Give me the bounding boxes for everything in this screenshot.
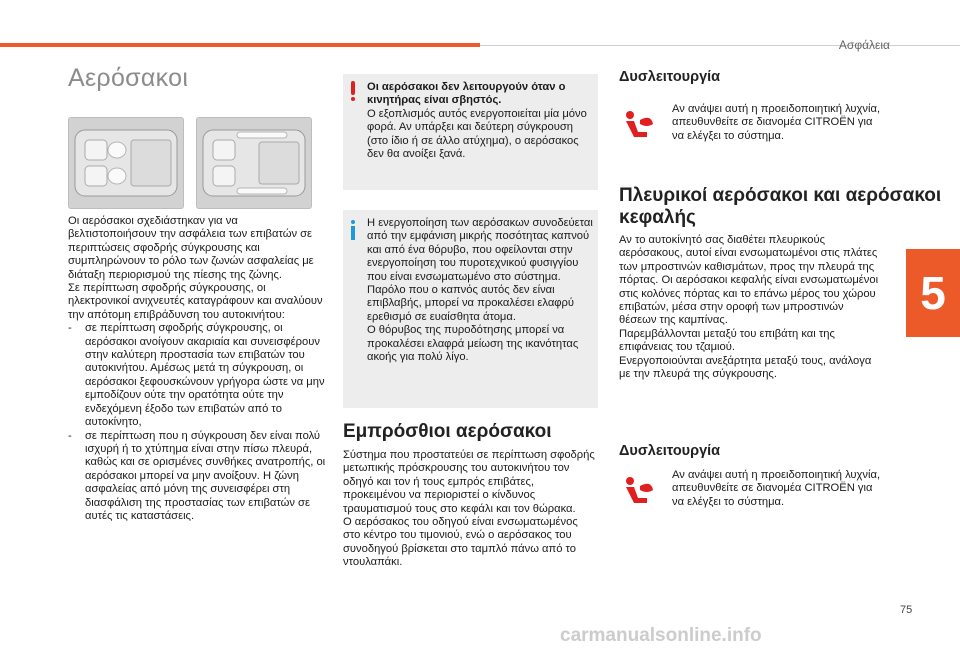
- side-paragraph: Παρεμβάλλονται μεταξύ του επιβάτη και της επιφάνειας του τζαμιού.: [619, 327, 835, 354]
- side-airbags-heading: Πλευρικοί αερόσακοι και αερόσακοι κεφαλής: [619, 185, 942, 228]
- info-paragraph: Παρόλο που ο καπνός αυτός δεν είναι επιβλαβής, μπορεί να προκαλέσει ελαφρύ ερεθισμό σε ευαίσθητα άτομα.: [367, 284, 575, 323]
- malfunction-text: Αν ανάψει αυτή η προειδοποιητική λυχνία, απευθυνθείτε σε διανομέα CITROËN για να ελέγξει το σύστημα.: [672, 103, 881, 142]
- car-topview-icon: [197, 118, 311, 208]
- info-box: [343, 210, 598, 408]
- airbag-warning-lamp-icon: [621, 474, 659, 508]
- car-airbag-illustration-front: [68, 117, 184, 209]
- side-airbags-text: [619, 234, 884, 381]
- header-accent-bar: [0, 43, 480, 47]
- front-airbags-text: [343, 449, 598, 570]
- chapter-tab: 5: [906, 249, 960, 337]
- intro-bullet: - σε περίπτωση σφοδρής σύγκρουσης, οι αερόσακοι ανοίγουν ακαριαία και συνεισφέρουν στην καλύτερη προστασία των επιβατών του αυτοκινήτου. Αμέσως μετά τη σύγκρουση, οι αερόσακοι ξεφουσκώνουν γρήγορα ώστε να μην εμποδίζουν ούτε την ορατότητα ούτε την ενδεχόμενη έξοδο των επιβατών από το αυτοκίνητο,: [68, 322, 326, 429]
- intro-paragraph: Οι αερόσακοι σχεδιάστηκαν για να βελτιστοποιήσουν την ασφάλεια των επιβατών σε περιπτώσεις σφοδρής σύγκρουσης και συμπληρώνουν το ρόλο των ζωνών ασφαλείας με διάταξη περιορισμού της πίεσης της ζώνης.: [68, 215, 314, 281]
- side-paragraph: Αν το αυτοκίνητό σας διαθέτει πλευρικούς αερόσακους, αυτοί είναι ενσωματωμένοι στις πλάτες των μπροστινών καθισμάτων, προς την πλευρά της πόρτας. Οι αερόσακοι κεφαλής είναι ενσωματωμένοι στις κολόνες πόρτας και το επάνω μέρος του χώρου επιβατών, μέσα στην οροφή των μπροστινών θέσεων της καμπίνας.: [619, 234, 879, 327]
- malfunction-text: Αν ανάψει αυτή η προειδοποιητική λυχνία, απευθυνθείτε σε διανομέα CITROËN για να ελέγξει το σύστημα.: [672, 469, 881, 508]
- intro-text: [68, 215, 326, 523]
- warning-icon: [351, 81, 355, 95]
- airbag-warning-lamp-icon: [621, 108, 659, 142]
- info-icon: [350, 220, 356, 240]
- warning-icon-dot: [351, 97, 355, 101]
- front-airbags-heading: Εμπρόσθιοι αερόσακοι: [343, 421, 552, 442]
- info-paragraph: Η ενεργοποίηση των αερόσακων συνοδεύεται από την εμφάνιση μικρής ποσότητας καπνού και από ένα θόρυβο, που οφείλονται στην ενεργοποίηση του πυροτεχνικού φυσιγγίου που είναι ενσωματωμένο στο σύστημα.: [367, 217, 593, 283]
- malfunction-heading: Δυσλειτουργία: [619, 443, 721, 459]
- front-paragraph: Σύστημα που προστατεύει σε περίπτωση σφοδρής μετωπικής πρόσκρουσης του αυτοκινήτου τον οδηγό και τον ή τους εμπρός επιβάτες, προκειμένου να περιοριστεί ο κίνδυνος τραυματισμού τους στο κεφάλι και τον θώρακα.: [343, 449, 595, 515]
- page-number: 75: [900, 604, 913, 616]
- side-paragraph: Ενεργοποιούνται ανεξάρτητα μεταξύ τους, ανάλογα με την πλευρά της σύγκρουσης.: [619, 354, 872, 381]
- front-paragraph: Ο αερόσακος του οδηγού είναι ενσωματωμένος στο κέντρο του τιμονιού, ενώ ο αερόσακος του συνοδηγού βρίσκεται στο ταμπλό πάνω από το ντουλαπάκι.: [343, 516, 578, 569]
- intro-paragraph: Σε περίπτωση σφοδρής σύγκρουσης, οι ηλεκτρονικοί ανιχνευτές καταγράφουν και αναλύουν την απότομη επιβράδυνση του αυτοκινήτου:: [68, 282, 323, 321]
- intro-bullet: - σε περίπτωση που η σύγκρουση δεν είναι πολύ ισχυρή ή το χτύπημα είναι στην πίσω πλευρά, καθώς και σε ορισμένες συνθήκες ανατροπής, οι αερόσακοι μπορεί να μην ανοίξουν. Η ζώνη ασφαλείας από μόνη της συνεισφέρει στη διασφάλιση της προστασίας των επιβατών σε αυτές τις καταστάσεις.: [68, 430, 326, 524]
- warning-title: Οι αερόσακοι δεν λειτουργούν όταν ο κινητήρας είναι σβηστός.: [367, 81, 566, 107]
- warning-text: Ο εξοπλισμός αυτός ενεργοποιείται μία μόνο φορά. Αν υπάρξει και δεύτερη σύγκρουση (στο ίδιο ή σε άλλο ατύχημα), ο αερόσακος δεν θα ανοίξει ξανά.: [367, 107, 587, 161]
- page-title: Αερόσακοι: [68, 64, 189, 92]
- watermark: carmanualsonline.info: [560, 625, 762, 646]
- car-airbag-illustration-side: [196, 117, 312, 209]
- info-paragraph: Ο θόρυβος της πυροδότησης μπορεί να προκαλέσει ελαφρά μείωση της ικανότητας ακοής για πολύ λίγο.: [367, 324, 579, 364]
- section-title: Ασφάλεια: [838, 38, 890, 52]
- warning-box: [343, 74, 598, 190]
- car-topview-icon: [69, 118, 183, 208]
- malfunction-heading: Δυσλειτουργία: [619, 69, 721, 85]
